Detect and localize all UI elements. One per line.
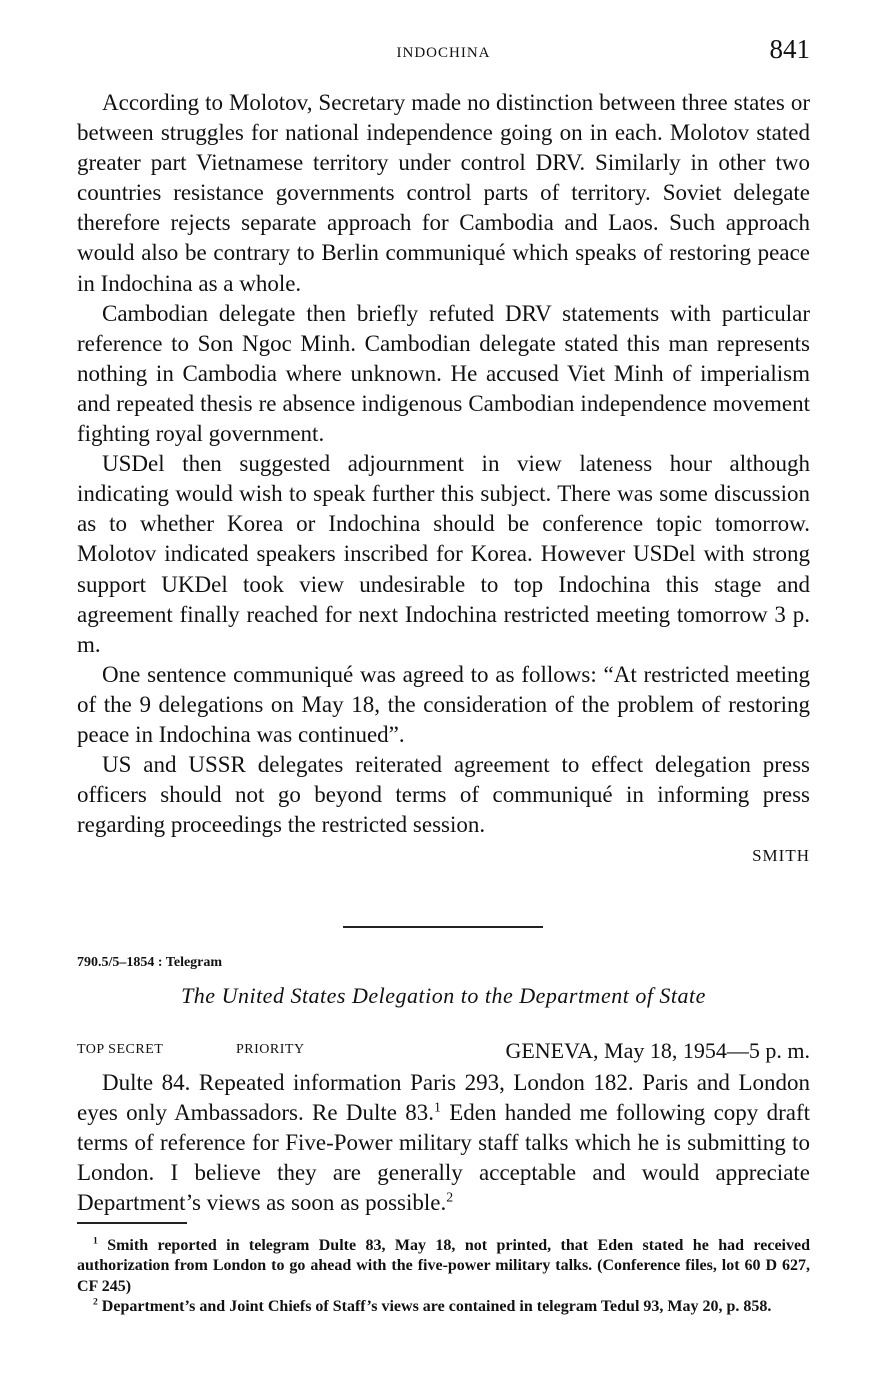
body-text: Dulte 84. Repeated information Paris 293, London 182. Paris and London eyes only Ambassadors. Re Dulte 83. <box>77 1070 810 1126</box>
paragraph: According to Molotov, Secretary made no distinction between three states or between struggles for national independence going on in each. Molotov stated greater part Vietnamese territory under control DRV. Similarly in other two countries resistance governments control parts of territory. Soviet delegate therefore rejects separate approach for Cambodia and Laos. Such approach would also be contrary to Berlin communiqué which speaks of restoring peace in Indochina as a whole. <box>77 90 810 296</box>
paragraph: USDel then suggested adjournment in view lateness hour although indicating would wish to speak further this subject. There was some discussion as to whether Korea or Indochina should be conference topic tomorrow. Molotov indicated speakers inscribed for Korea. However USDel with strong support UKDel took view undesirable to top Indochina this stage and agreement finally reached for next Indochina restricted meeting tomorrow 3 p. m. <box>77 451 810 657</box>
page-number: 841 <box>769 34 810 64</box>
footnote-ref[interactable]: 1 <box>434 1099 441 1115</box>
section-divider <box>343 926 543 928</box>
footnote <box>77 1297 810 1317</box>
footnote-ref[interactable]: 2 <box>446 1189 454 1205</box>
footnote-text: Smith reported in telegram Dulte 83, May 18, not printed, that Eden stated he had received authorization from London to go ahead with the five-power military talks. (Conference files, lot 60 D 627, CF 245) <box>77 1237 810 1295</box>
precedence-label: PRIORITY <box>236 1042 305 1057</box>
footnote-marker: 2 <box>93 1296 98 1308</box>
telegram-meta <box>77 1038 810 1068</box>
paragraph: US and USSR delegates reiterated agreement to effect delegation press officers should not go beyond terms of communiqué in informing press regarding proceedings the restricted session. <box>77 752 810 838</box>
dateline: GENEVA, May 18, 1954—5 p. m. <box>505 1038 810 1063</box>
signature: SMITH <box>752 846 810 866</box>
paragraph: Cambodian delegate then briefly refuted DRV statements with particular reference to Son Ngoc Minh. Cambodian delegate stated this man represents nothing in Cambodia where unknown. He accused Viet Minh of imperialism and repeated thesis re absence indigenous Cambodian independence movement fighting royal government. <box>77 300 810 447</box>
paragraph <box>77 1068 810 1218</box>
body-text: Eden handed me following copy draft terms of reference for Five-Power military staff talks which he is submitting to London. I believe they are generally acceptable and would appreciate Department’s views as soon as possible. <box>77 1100 810 1216</box>
telegram-continuation <box>77 88 810 866</box>
page-header <box>77 34 810 74</box>
telegram-body <box>77 1068 810 1218</box>
footnote-marker: 1 <box>93 1235 98 1247</box>
footnote <box>77 1236 810 1297</box>
classification-label: TOP SECRET <box>77 1042 164 1057</box>
running-title: INDOCHINA <box>396 45 491 61</box>
footnotes <box>77 1236 810 1317</box>
footnote-text: Department’s and Joint Chiefs of Staff’s views are contained in telegram Tedul 93, May 20, p. 858. <box>97 1297 772 1315</box>
paragraph: One sentence communiqué was agreed to as follows: “At restricted meeting of the 9 delegations on May 18, the consideration of the problem of restoring peace in Indochina was continued”. <box>77 661 810 747</box>
document-title: The United States Delegation to the Department of State <box>181 983 706 1008</box>
footnote-rule <box>77 1222 187 1224</box>
file-reference: 790.5/5–1854 : Telegram <box>77 955 223 970</box>
